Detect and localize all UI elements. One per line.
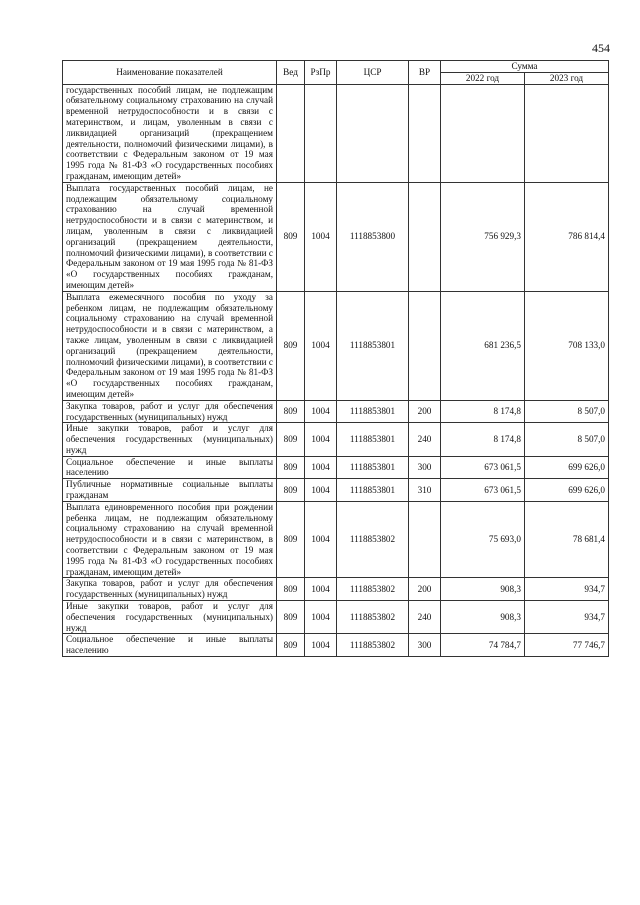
budget-table	[62, 60, 609, 657]
row-sum-2022: 8 174,8	[441, 400, 525, 423]
row-ved: 809	[277, 423, 305, 456]
row-sum-2023: 934,7	[525, 578, 609, 601]
row-name: Выплата государственных пособий лицам, не подлежащим обязательному социальному страхованию на случай временной нетрудоспособности и в связи с материнством, и лицам, уволенным в связи с ликвидацией организаций (прекращением деятельности, полномочий физическими лицами), в соответствии с Федеральным законом от 19 мая 1995 года № 81-ФЗ «О государственных пособиях гражданам, имеющим детей»	[63, 182, 277, 291]
row-ved: 809	[277, 291, 305, 400]
row-sum-2022: 681 236,5	[441, 291, 525, 400]
header-name: Наименование показателей	[63, 61, 277, 85]
row-vr: 240	[409, 423, 441, 456]
row-vr: 300	[409, 456, 441, 479]
row-csr: 1118853802	[337, 601, 409, 634]
header-rzpr: РзПр	[305, 61, 337, 85]
header-csr: ЦСР	[337, 61, 409, 85]
row-sum-2023	[525, 84, 609, 182]
row-sum-2022: 908,3	[441, 601, 525, 634]
table-row	[63, 423, 609, 456]
header-ved: Вед	[277, 61, 305, 85]
row-vr: 200	[409, 400, 441, 423]
row-rzpr: 1004	[305, 291, 337, 400]
row-sum-2023: 8 507,0	[525, 423, 609, 456]
row-csr: 1118853801	[337, 291, 409, 400]
row-csr: 1118853801	[337, 479, 409, 502]
row-csr: 1118853801	[337, 423, 409, 456]
row-ved: 809	[277, 578, 305, 601]
table-row	[63, 84, 609, 182]
table-row	[63, 501, 609, 578]
row-ved: 809	[277, 400, 305, 423]
table-row	[63, 456, 609, 479]
row-csr: 1118853802	[337, 634, 409, 657]
row-sum-2022: 75 693,0	[441, 501, 525, 578]
row-ved: 809	[277, 601, 305, 634]
table-row	[63, 479, 609, 502]
row-vr: 300	[409, 634, 441, 657]
row-sum-2022: 908,3	[441, 578, 525, 601]
table-row	[63, 182, 609, 291]
row-name: Иные закупки товаров, работ и услуг для обеспечения государственных (муниципальных) нужд	[63, 423, 277, 456]
row-sum-2022: 756 929,3	[441, 182, 525, 291]
row-ved: 809	[277, 634, 305, 657]
row-name: Закупка товаров, работ и услуг для обеспечения государственных (муниципальных) нужд	[63, 578, 277, 601]
row-sum-2023: 77 746,7	[525, 634, 609, 657]
row-rzpr: 1004	[305, 182, 337, 291]
row-rzpr: 1004	[305, 501, 337, 578]
row-sum-2023: 934,7	[525, 601, 609, 634]
row-vr: 240	[409, 601, 441, 634]
row-sum-2023: 8 507,0	[525, 400, 609, 423]
row-name: государственных пособий лицам, не подлежащим обязательному социальному страхованию на случай временной нетрудоспособности и в связи с материнством, и лицам, уволенным в связи с ликвидацией организаций (прекращением деятельности, полномочий физическими лицами), в соответствии с Федеральным законом от 19 мая 1995 года № 81-ФЗ «О государственных пособиях гражданам, имеющим детей»	[63, 84, 277, 182]
row-sum-2023: 78 681,4	[525, 501, 609, 578]
header-year-2022: 2022 год	[441, 72, 525, 84]
row-rzpr: 1004	[305, 456, 337, 479]
row-ved: 809	[277, 456, 305, 479]
row-csr	[337, 84, 409, 182]
row-name: Выплата единовременного пособия при рождении ребенка лицам, не подлежащим обязательному социальному страхованию на случай временной нетрудоспособности и в связи с материнством, в соответствии с Федеральным законом от 19 мая 1995 года № 81-ФЗ «О государственных пособиях гражданам, имеющим детей»	[63, 501, 277, 578]
row-sum-2022	[441, 84, 525, 182]
row-sum-2022: 74 784,7	[441, 634, 525, 657]
row-name: Социальное обеспечение и иные выплаты населению	[63, 456, 277, 479]
row-name: Закупка товаров, работ и услуг для обеспечения государственных (муниципальных) нужд	[63, 400, 277, 423]
row-sum-2023: 699 626,0	[525, 479, 609, 502]
row-vr	[409, 501, 441, 578]
row-csr: 1118853801	[337, 400, 409, 423]
header-sum: Сумма	[441, 61, 609, 73]
row-sum-2023: 699 626,0	[525, 456, 609, 479]
row-name: Иные закупки товаров, работ и услуг для обеспечения государственных (муниципальных) нужд	[63, 601, 277, 634]
row-ved	[277, 84, 305, 182]
row-name: Выплата ежемесячного пособия по уходу за ребенком лицам, не подлежащим обязательному социальному страхованию на случай временной нетрудоспособности и в связи с материнством, а также лицам, уволенным в связи с ликвидацией организаций (прекращением деятельности, полномочий физическими лицами), в соответствии с Федеральным законом от 19 мая 1995 года № 81-ФЗ «О государственных пособиях гражданам, имеющим детей»	[63, 291, 277, 400]
row-ved: 809	[277, 501, 305, 578]
row-csr: 1118853800	[337, 182, 409, 291]
row-csr: 1118853802	[337, 578, 409, 601]
row-name: Социальное обеспечение и иные выплаты населению	[63, 634, 277, 657]
row-sum-2022: 673 061,5	[441, 479, 525, 502]
row-vr	[409, 291, 441, 400]
row-sum-2022: 8 174,8	[441, 423, 525, 456]
table-row	[63, 578, 609, 601]
row-rzpr: 1004	[305, 601, 337, 634]
row-csr: 1118853802	[337, 501, 409, 578]
row-sum-2023: 708 133,0	[525, 291, 609, 400]
row-ved: 809	[277, 182, 305, 291]
row-vr: 200	[409, 578, 441, 601]
table-row	[63, 400, 609, 423]
row-rzpr	[305, 84, 337, 182]
table-row	[63, 291, 609, 400]
row-vr	[409, 182, 441, 291]
header-row	[63, 61, 609, 73]
header-vr: ВР	[409, 61, 441, 85]
row-sum-2023: 786 814,4	[525, 182, 609, 291]
row-vr: 310	[409, 479, 441, 502]
row-rzpr: 1004	[305, 578, 337, 601]
row-rzpr: 1004	[305, 423, 337, 456]
row-name: Публичные нормативные социальные выплаты гражданам	[63, 479, 277, 502]
row-rzpr: 1004	[305, 400, 337, 423]
row-rzpr: 1004	[305, 634, 337, 657]
table-row	[63, 634, 609, 657]
row-sum-2022: 673 061,5	[441, 456, 525, 479]
header-year-2023: 2023 год	[525, 72, 609, 84]
row-ved: 809	[277, 479, 305, 502]
row-csr: 1118853801	[337, 456, 409, 479]
page-number: 454	[592, 41, 610, 55]
row-vr	[409, 84, 441, 182]
row-rzpr: 1004	[305, 479, 337, 502]
table-row	[63, 601, 609, 634]
